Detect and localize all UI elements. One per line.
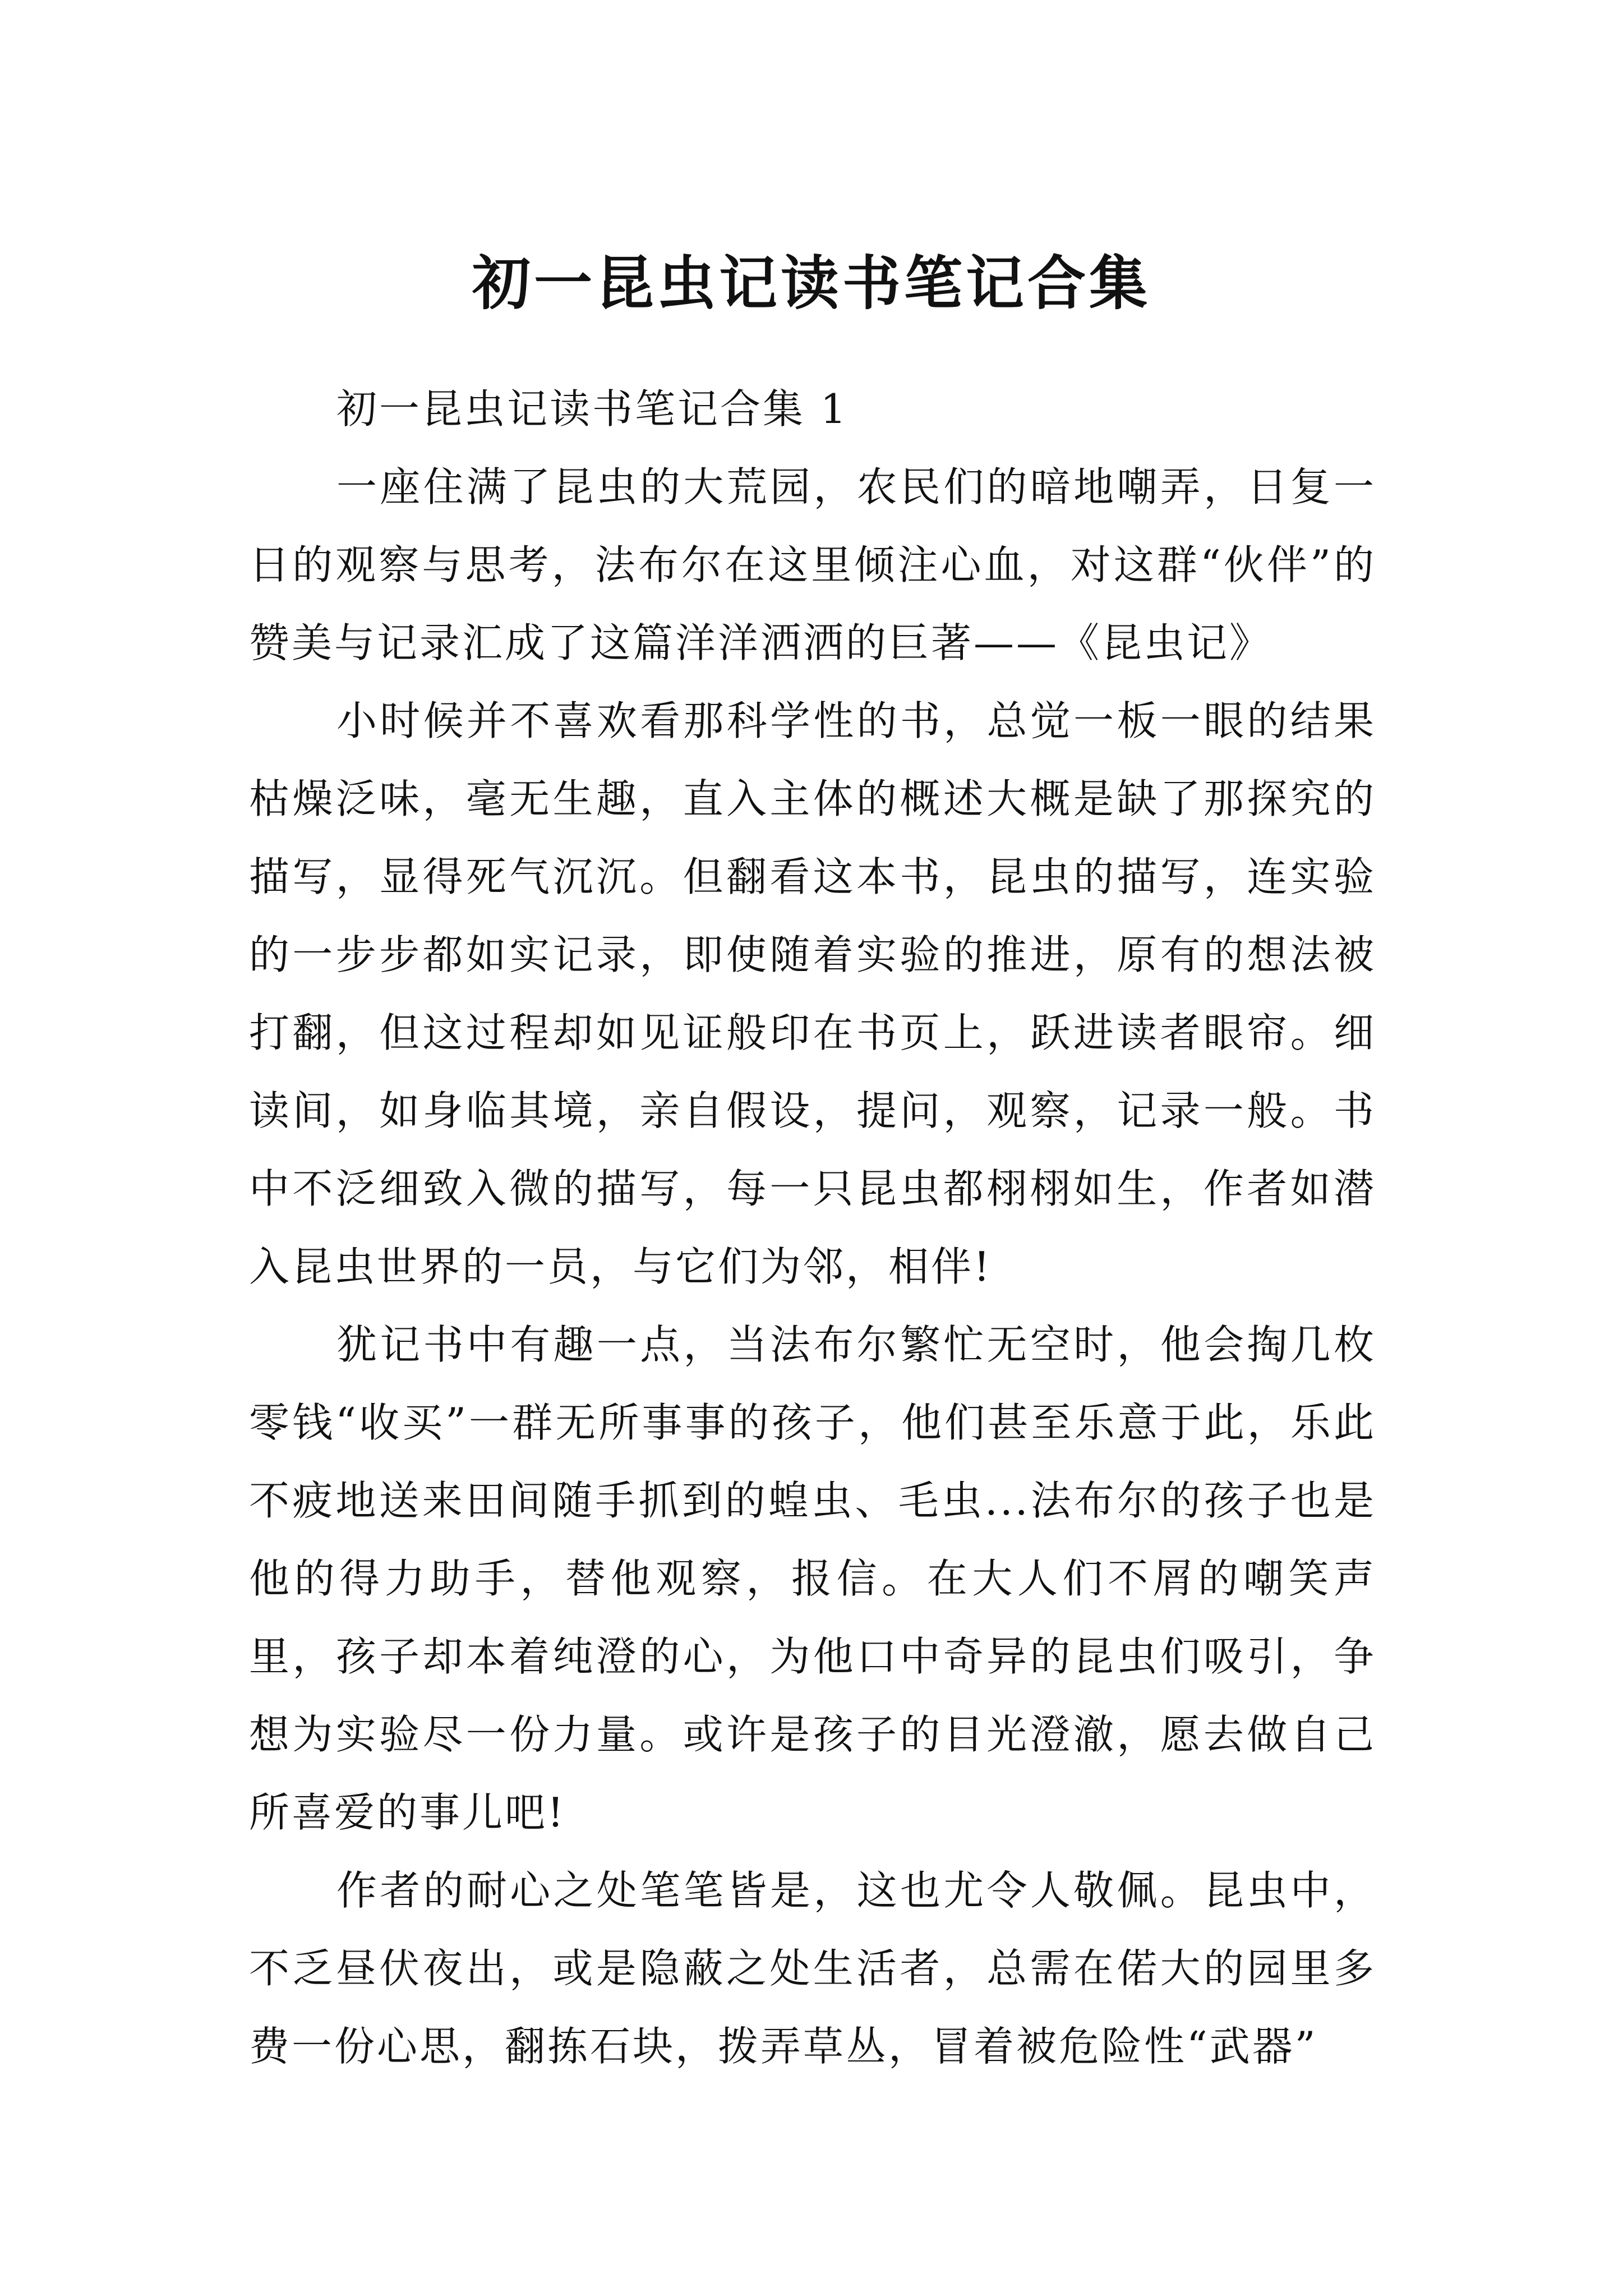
section-heading: 初一昆虫记读书笔记合集 1 [336, 385, 849, 432]
document-body [249, 370, 1376, 2086]
paragraph-1: 一座住满了昆虫的大荒园，农民们的暗地嘲弄，日复一日的观察与思考，法布尔在这里倾注心血，对这群“伙伴”的赞美与记录汇成了这篇洋洋洒洒的巨著——《昆虫记》 [249, 463, 1376, 666]
paragraph-2: 小时候并不喜欢看那科学性的书，总觉一板一眼的结果枯燥泛味，毫无生趣，直入主体的概述大概是缺了那探究的描写，显得死气沉沉。但翻看这本书，昆虫的描写，连实验的一步步都如实记录，即使随着实验的推进，原有的想法被打翻，但这过程却如见证般印在书页上，跃进读者眼帘。细读间，如身临其境，亲自假设，提问，观察，记录一般。书中不泛细致入微的描写，每一只昆虫都栩栩如生，作者如潜入昆虫世界的一员，与它们为邻，相伴! [249, 697, 1376, 1290]
paragraph-3: 犹记书中有趣一点，当法布尔繁忙无空时，他会掏几枚零钱“收买”一群无所事事的孩子，他们甚至乐意于此，乐此不疲地送来田间随手抓到的蝗虫、毛虫...法布尔的孩子也是他的得力助手，替他观察，报信。在大人们不屑的嘲笑声里，孩子却本着纯澄的心，为他口中奇异的昆虫们吸引，争想为实验尽一份力量。或许是孩子的目光澄澈，愿去做自己所喜爱的事儿吧! [249, 1321, 1376, 1836]
paragraph-4: 作者的耐心之处笔笔皆是，这也尤令人敬佩。昆虫中，不乏昼伏夜出，或是隐蔽之处生活者，总需在偌大的园里多费一份心思，翻拣石块，拨弄草丛，冒着被危险性“武器” [249, 1867, 1376, 2070]
document-title: 初一昆虫记读书笔记合集 [472, 248, 1151, 318]
